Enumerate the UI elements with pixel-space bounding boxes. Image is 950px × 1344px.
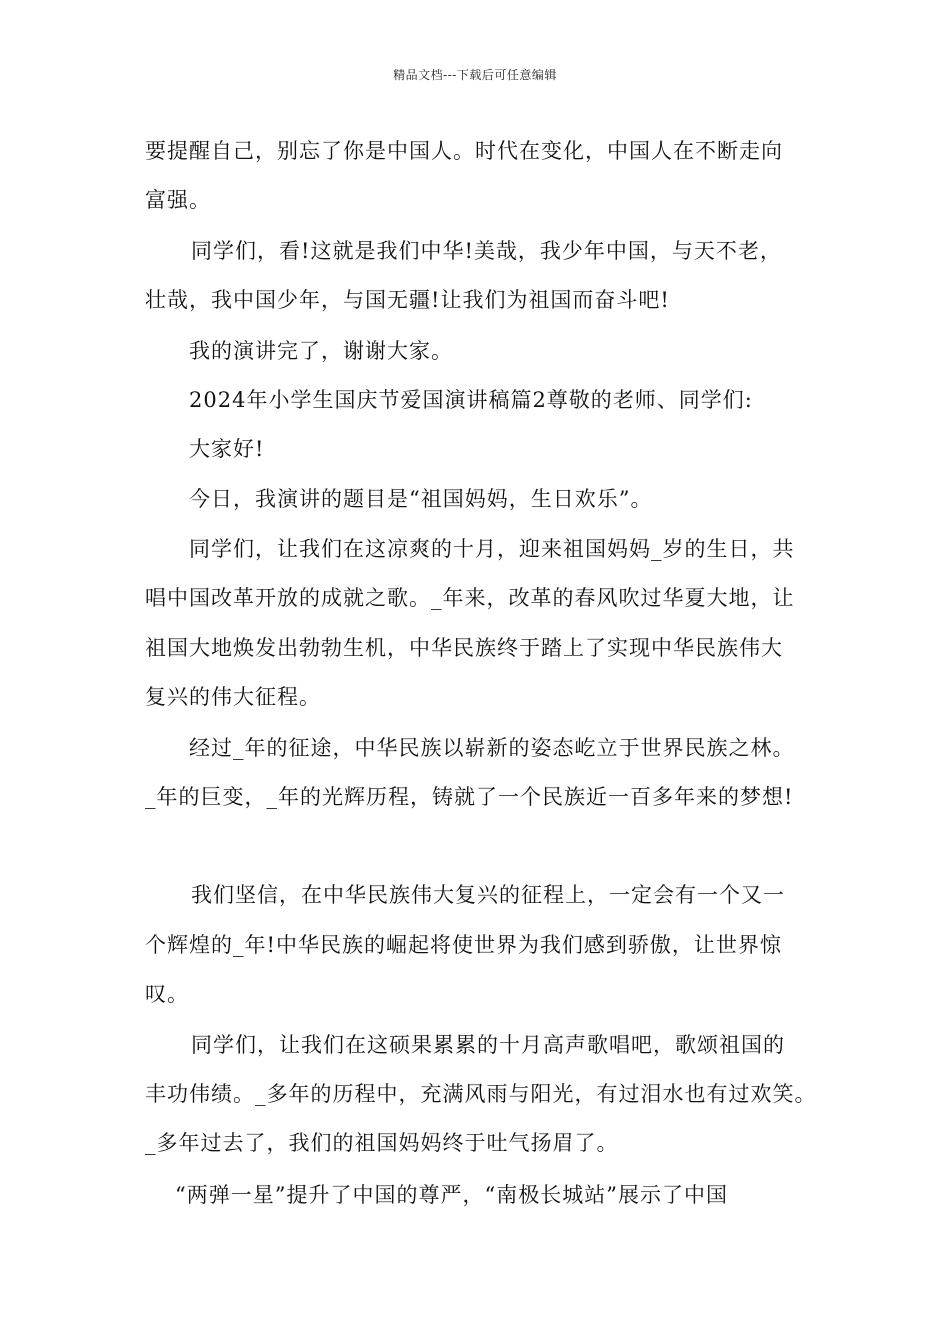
text-line: 复兴的伟大征程。: [145, 685, 321, 709]
text-line: 富强。: [145, 188, 211, 212]
text-line: 2024年小学生国庆节爱国演讲稿篇2尊敬的老师、同学们:: [189, 388, 753, 412]
text-line: 同学们，看!这就是我们中华!美哉，我少年中国，与天不老，: [191, 239, 782, 263]
text-line: _多年过去了，我们的祖国妈妈终于吐气扬眉了。: [145, 1131, 619, 1155]
text-line: 经过_年的征途，中华民族以崭新的姿态屹立于世界民族之林。: [189, 736, 795, 760]
text-line: 祖国大地焕发出勃勃生机，中华民族终于踏上了实现中华民族伟大: [145, 636, 783, 660]
text-line: 叹。: [145, 982, 189, 1006]
text-line: 壮哉，我中国少年，与国无疆!让我们为祖国而奋斗吧!: [145, 288, 670, 312]
page-header: 精品文档---下载后可任意编辑: [393, 68, 557, 82]
text-line: 今日，我演讲的题目是“祖国妈妈，生日欢乐”。: [189, 487, 653, 511]
text-line: _年的巨变，_年的光辉历程，铸就了一个民族近一百多年来的梦想!: [145, 785, 794, 809]
text-line: 同学们，让我们在这凉爽的十月，迎来祖国妈妈_岁的生日，共: [189, 537, 795, 561]
text-line: 丰功伟绩。_多年的历程中，充满风雨与阳光，有过泪水也有过欢笑。: [145, 1082, 817, 1106]
text-line: 我的演讲完了，谢谢大家。: [189, 339, 453, 363]
text-line: 个辉煌的_年!中华民族的崛起将使世界为我们感到骄傲，让世界惊: [145, 933, 782, 957]
text-line: 大家好!: [189, 437, 265, 461]
text-line: 同学们，让我们在这硕果累累的十月高声歌唱吧，歌颂祖国的: [191, 1033, 785, 1057]
text-line: 要提醒自己，别忘了你是中国人。时代在变化，中国人在不断走向: [145, 139, 783, 163]
text-line: 我们坚信，在中华民族伟大复兴的征程上，一定会有一个又一: [191, 883, 785, 907]
text-line: “两弹一星”提升了中国的尊严，“南极长城站”展示了中国: [175, 1183, 728, 1207]
text-line: 唱中国改革开放的成就之歌。_年来，改革的春风吹过华夏大地，让: [145, 586, 795, 610]
